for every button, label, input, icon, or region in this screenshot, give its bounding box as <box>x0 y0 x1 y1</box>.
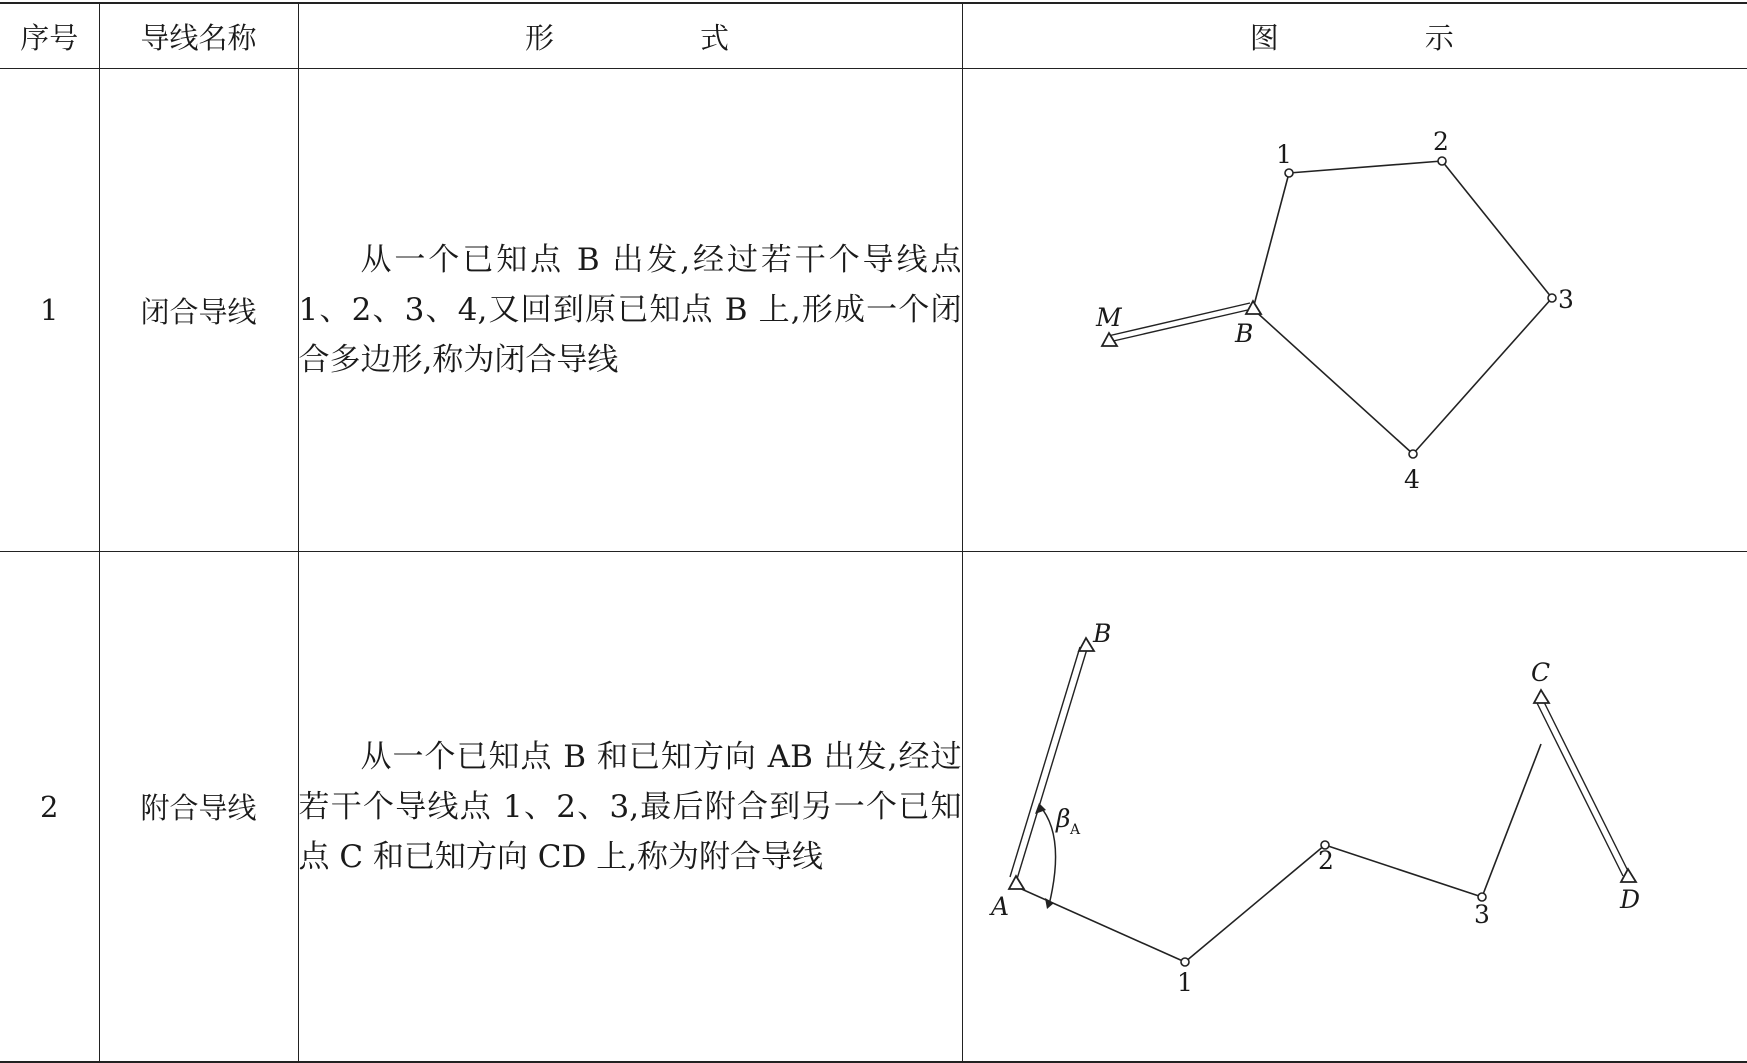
angle-beta-arc <box>1035 803 1056 909</box>
label-beta: β <box>1055 804 1070 833</box>
known-point-a-icon <box>1009 876 1024 889</box>
traverse-edges <box>1017 744 1541 962</box>
label-3: 3 <box>1474 900 1490 929</box>
label-1: 1 <box>1276 140 1292 169</box>
connecting-traverse-figure <box>962 552 1747 1063</box>
label-c: C <box>1531 658 1550 687</box>
label-m: M <box>1095 303 1123 332</box>
label-a: A <box>989 892 1009 921</box>
traverse-point-4-icon <box>1409 450 1417 458</box>
table-row <box>0 552 1747 1063</box>
row-index: 2 <box>0 552 99 1063</box>
traverse-table <box>0 2 1747 1063</box>
known-line-cd <box>1537 700 1629 876</box>
label-b: B <box>1092 619 1111 648</box>
traverse-name: 附合导线 <box>99 552 298 1063</box>
description-text: 从一个已知点 B 出发,经过若干个导线点 1、2、3、4,又回到原已知点 B 上,形成一个闭合多边形,称为闭合导线 <box>299 235 962 385</box>
traverse-description <box>298 69 962 552</box>
label-d: D <box>1619 885 1640 914</box>
traverse-edges <box>1253 161 1552 454</box>
closed-traverse-figure <box>962 69 1747 552</box>
traverse-point-1-icon <box>1181 958 1189 966</box>
description-text: 从一个已知点 B 和已知方向 AB 出发,经过若干个导线点 1、2、3,最后附合到另一个已知点 C 和已知方向 CD 上,称为附合导线 <box>299 732 962 882</box>
label-b: B <box>1234 319 1253 348</box>
label-1: 1 <box>1177 968 1193 997</box>
header-name: 导线名称 <box>99 3 298 69</box>
known-line-mb <box>1108 303 1252 342</box>
label-3: 3 <box>1558 285 1574 314</box>
label-2: 2 <box>1318 846 1334 875</box>
header-form: 形 式 <box>298 3 962 69</box>
row-index: 1 <box>0 69 99 552</box>
table-row <box>0 69 1747 552</box>
label-4: 4 <box>1404 465 1420 494</box>
header-figure: 图 示 <box>962 3 1747 69</box>
traverse-point-3-icon <box>1548 294 1556 302</box>
known-point-b-icon <box>1079 638 1094 651</box>
traverse-point-2-icon <box>1438 157 1446 165</box>
label-beta-subscript: A <box>1069 822 1081 838</box>
traverse-name: 闭合导线 <box>99 69 298 552</box>
connecting-traverse-diagram <box>963 552 1747 1057</box>
header-row <box>0 3 1747 69</box>
known-point-c-icon <box>1534 690 1549 703</box>
header-index: 序号 <box>0 3 99 69</box>
traverse-point-1-icon <box>1285 169 1293 177</box>
closed-traverse-diagram <box>963 69 1747 547</box>
label-2: 2 <box>1433 127 1449 156</box>
traverse-description <box>298 552 962 1063</box>
known-line-ab <box>1010 647 1087 879</box>
